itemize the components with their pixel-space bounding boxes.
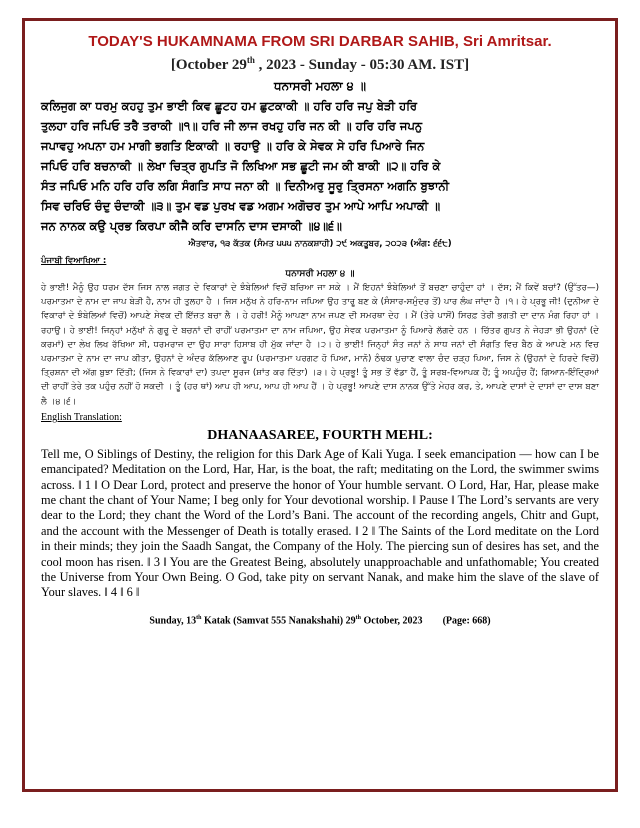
ang-line: ਐਤਵਾਰ, ੧੩ ਕੱਤਕ (ਸੰਮਤ ੫੫੫ ਨਾਨਕਸ਼ਾਹੀ) ੨੯ ਅਕਤੂਬਰ, ੨੦੨੩ (ਅੰਗ: ੬੬੮) — [188, 239, 452, 249]
gurbani-line: ਜਨ ਨਾਨਕ ਕਉ ਪ੍ਰਭ ਕਿਰਪਾ ਕੀਜੈ ਕਰਿ ਦਾਸਨਿ ਦਾਸ ਦਸਾਕੀ ॥੪॥੬॥ — [41, 219, 342, 233]
page-frame — [22, 18, 618, 792]
gurbani-line: ਸੰਤ ਜਪਿਓ ਮਨਿ ਹਰਿ ਹਰਿ ਲਗਿ ਸੰਗਤਿ ਸਾਧ ਜਨਾ ਕੀ ॥ ਦਿਨੀਅਰੁ ਸੂਰੁ ਤ੍ਰਿਸਨਾ ਅਗਨਿ ਬੁਝਾਨੀ — [41, 179, 450, 193]
english-text: Tell me, O Siblings of Destiny, the religion for this Dark Age of Kali Yuga. I seek emancipation — how can I be emancipated? Meditation on the Lord, Har, Har, is the boat, the raft; meditating on the Lord, the swimmer swims across. ‖ 1 ‖ O Dear Lord, protect and preserve the honor of Your humble servant. O Lord, Har, Har, please make me chant the chant of Your Name; I beg only for Your devotional worship. ‖ Pause ‖ The Lord’s servants are very dear to the Lord; they chant the Word of the Lord’s Bani. The account of the recording angels, Chitr and Gupt, and the account with the Messenger of Death is totally erased. ‖ 2 ‖ The Saints of the Lord meditate on the Lord in their minds; they join the Saadh Sangat, the Company of the Holy. The piercing sun of desires has set, and the cool moon has risen. ‖ 3 ‖ You are the Greatest Being, absolutely unapproachable and unfathomable; You created the Universe from Your Own Being. O God, take pity on servant Nanak, and make him the slave of the slave of Your slaves. ‖ 4 ‖ 6 ‖ — [41, 446, 599, 600]
gurbani-line: ਜਪਾਵਹੁ ਅਪਨਾ ਹਮ ਮਾਗੀ ਭਗਤਿ ਇਕਾਕੀ ॥ ਰਹਾਉ ॥ ਹਰਿ ਕੇ ਸੇਵਕ ਸੇ ਹਰਿ ਪਿਆਰੇ ਜਿਨ — [41, 139, 425, 153]
footer-sup2: th — [355, 614, 361, 621]
vyakhya-text: ਹੇ ਭਾਈ! ਮੈਨੂੰ ਉਹ ਧਰਮ ਦੱਸ ਜਿਸ ਨਾਲ ਜਗਤ ਦੇ ਵਿਕਾਰਾਂ ਦੇ ਝੰਬੇਲਿਆਂ ਵਿਚੋਂ ਬਚਿਆ ਜਾ ਸਕੇ । ਮੈਂ ਇਹਨਾਂ ਝੰਬੇਲਿਆਂ ਤੋਂ ਬਚਣਾ ਚਾਹੁੰਦਾ ਹਾਂ । ਦੱਸ; ਮੈਂ ਕਿਵੇਂ ਬਚਾਂ? (ਉੱਤਰ—) ਪਰਮਾਤਮਾ ਦੇ ਨਾਮ ਦਾ ਜਾਪ ਬੇੜੀ ਹੈ, ਨਾਮ ਹੀ ਤੁਲਹਾ ਹੈ । ਜਿਸ ਮਨੁੱਖ ਨੇ ਹਰਿ-ਨਾਮ ਜਪਿਆ ਉਹ ਤਾਰੂ ਬਣ ਕੇ (ਸੰਸਾਰ-ਸਮੁੰਦਰ ਤੋਂ) ਪਾਰ ਲੰਘ ਜਾਂਦਾ ਹੈ ।੧। ਹੇ ਪ੍ਰਭੂ ਜੀ! (ਦੁਨੀਆ ਦੇ ਵਿਕਾਰਾਂ ਦੇ ਝੰਬੇਲਿਆਂ ਵਿਚੋਂ) ਆਪਣੇ ਸੇਵਕ ਦੀ ਇੱਜ਼ਤ ਬਚਾ ਲੈ । ਹੇ ਹਰੀ! ਮੈਨੂੰ ਆਪਣਾ ਨਾਮ ਜਪਣ ਦੀ ਸਮਰਥਾ ਦੇਹ । ਮੈਂ (ਤੇਰੇ ਪਾਸੋਂ) ਸਿਰਫ਼ ਤੇਰੀ ਭਗਤੀ ਦਾ ਦਾਨ ਮੰਗ ਰਿਹਾ ਹਾਂ ।ਰਹਾਉ। ਹੇ ਭਾਈ! ਜਿਨ੍ਹਾਂ ਮਨੁੱਖਾਂ ਨੇ ਗੁਰੂ ਦੇ ਬਚਨਾਂ ਦੀ ਰਾਹੀਂ ਪਰਮਾਤਮਾ ਦਾ ਨਾਮ ਜਪਿਆ, ਉਹ ਸੇਵਕ ਪਰਮਾਤਮਾ ਨੂੰ ਪਿਆਰੇ ਲੱਗਦੇ ਹਨ । ਚਿੱਤਰ ਗੁਪਤ ਨੇ ਜੇਹੜਾ ਭੀ ਉਹਨਾਂ (ਦੇ ਕਰਮਾਂ) ਦਾ ਲੇਖ ਲਿਖ ਰੱਖਿਆ ਸੀ, ਧਰਮਰਾਜ ਦਾ ਉਹ ਸਾਰਾ ਹਿਸਾਬ ਹੀ ਮੁੱਕ ਜਾਂਦਾ ਹੈ ।੨। ਹੇ ਭਾਈ! ਜਿਨ੍ਹਾਂ ਸੰਤ ਜਨਾਂ ਨੇ ਸਾਧ ਜਨਾਂ ਦੀ ਸੰਗਤਿ ਵਿਚ ਬੈਠ ਕੇ ਆਪਣੇ ਮਨ ਵਿਚ ਪਰਮਾਤਮਾ ਦੇ ਨਾਮ ਦਾ ਜਾਪ ਕੀਤਾ, ਉਹਨਾਂ ਦੇ ਅੰਦਰ ਕੱਲਿਆਣ ਰੂਪ (ਪਰਮਾਤਮਾ ਪਰਗਟ ਹੋ ਪਿਆ, ਮਾਨੋ) ਠੰਢਕ ਪੁਚਾਣ ਵਾਲਾ ਚੰਦ ਚੜ੍ਹ ਪਿਆ, ਜਿਸ ਨੇ (ਉਹਨਾਂ ਦੇ ਹਿਰਦੇ ਵਿਚੋਂ) ਤ੍ਰਿਸ਼ਨਾ ਦੀ ਅੱਗ ਬੁਝਾ ਦਿੱਤੀ; (ਜਿਸ ਨੇ ਵਿਕਾਰਾਂ ਦਾ) ਤਪਦਾ ਸੂਰਜ (ਸ਼ਾਂਤ ਕਰ ਦਿੱਤਾ) ।੩। ਹੇ ਪ੍ਰਭੂ! ਤੂੰ ਸਭ ਤੋਂ ਵੱਡਾ ਹੈਂ, ਤੂੰ ਸਰਬ-ਵਿਆਪਕ ਹੈਂ; ਤੂੰ ਅਪਹੁੰਚ ਹੈਂ; ਗਿਆਨ-ਇੰਦ੍ਰਿਆਂ ਦੀ ਰਾਹੀਂ ਤੇਰੇ ਤਕ ਪਹੁੰਚ ਨਹੀਂ ਹੋ ਸਕਦੀ । ਤੂੰ (ਹਰ ਥਾਂ) ਆਪ ਹੀ ਆਪ, ਆਪ ਹੀ ਆਪ ਹੈਂ । ਹੇ ਪ੍ਰਭੂ! ਆਪਣੇ ਦਾਸ ਨਾਨਕ ਉੱਤੇ ਮੇਹਰ ਕਰ, ਤੇ, ਆਪਣੇ ਦਾਸਾਂ ਦੇ ਦਾਸਾਂ ਦਾ ਦਾਸ ਬਣਾ ਲੈ ।੪।੬। — [41, 283, 599, 407]
footer-page: (Page: 668) — [442, 615, 491, 627]
footer-part2: Katak (Samvat 555 Nanakshahi) 29 — [201, 615, 356, 627]
english-translation-label: English Translation: — [41, 411, 122, 423]
gurbani-line: ਤੁਲਹਾ ਹਰਿ ਜਪਿਓ ਤਰੈ ਤਰਾਕੀ ॥੧॥ ਹਰਿ ਜੀ ਲਾਜ ਰਖਹੁ ਹਰਿ ਜਨ ਕੀ ॥ ਹਰਿ ਹਰਿ ਜਪਨੁ — [41, 119, 423, 133]
date-open: [October 29 — [170, 57, 247, 73]
page-title: TODAY'S HUKAMNAMA FROM SRI DARBAR SAHIB, Sri Amritsar. — [88, 33, 552, 50]
vyakhya-heading: ਧਨਾਸਰੀ ਮਹਲਾ ੪ ॥ — [285, 269, 355, 279]
date-sup: th — [246, 55, 255, 65]
gurbani-text — [41, 96, 599, 236]
gurbani-line: ਕਲਿਜੁਗ ਕਾ ਧਰਮੁ ਕਹਹੁ ਤੁਮ ਭਾਈ ਕਿਵ ਛੂਟਹ ਹਮ ਛੁਟਕਾਕੀ ॥ ਹਰਿ ਹਰਿ ਜਪੁ ਬੇੜੀ ਹਰਿ — [41, 99, 418, 113]
date-line — [41, 51, 599, 74]
footer-sup1: th — [196, 614, 202, 621]
footer-part3: October, 2023 — [360, 615, 423, 627]
footer-part1: Sunday, 13 — [149, 615, 197, 627]
raag-title: ਧਨਾਸਰੀ ਮਹਲਾ ੪ ॥ — [274, 79, 366, 93]
english-heading: DHANAASAREE, FOURTH MEHL: — [207, 427, 433, 443]
gurbani-line: ਸਿਵ ਚਰਿਓ ਚੰਦੁ ਚੰਦਾਕੀ ॥੩॥ ਤੁਮ ਵਡ ਪੁਰਖ ਵਡ ਅਗਮ ਅਗੋਚਰ ਤੁਮ ਆਪੇ ਆਪਿ ਅਪਾਕੀ ॥ — [41, 199, 441, 213]
punjabi-vyakhya-label: ਪੰਜਾਬੀ ਵਿਆਖਿਆ : — [41, 256, 107, 266]
footer-date-line — [41, 611, 599, 628]
gurbani-line: ਜਪਿਓ ਹਰਿ ਬਚਨਾਕੀ ॥ ਲੇਖਾ ਚਿਤ੍ਰ ਗੁਪਤਿ ਜੋ ਲਿਖਿਆ ਸਭ ਛੂਟੀ ਜਮ ਕੀ ਬਾਕੀ ॥੨॥ ਹਰਿ ਕੇ — [41, 159, 441, 173]
date-rest: , 2023 - Sunday - 05:30 AM. IST] — [254, 57, 470, 73]
